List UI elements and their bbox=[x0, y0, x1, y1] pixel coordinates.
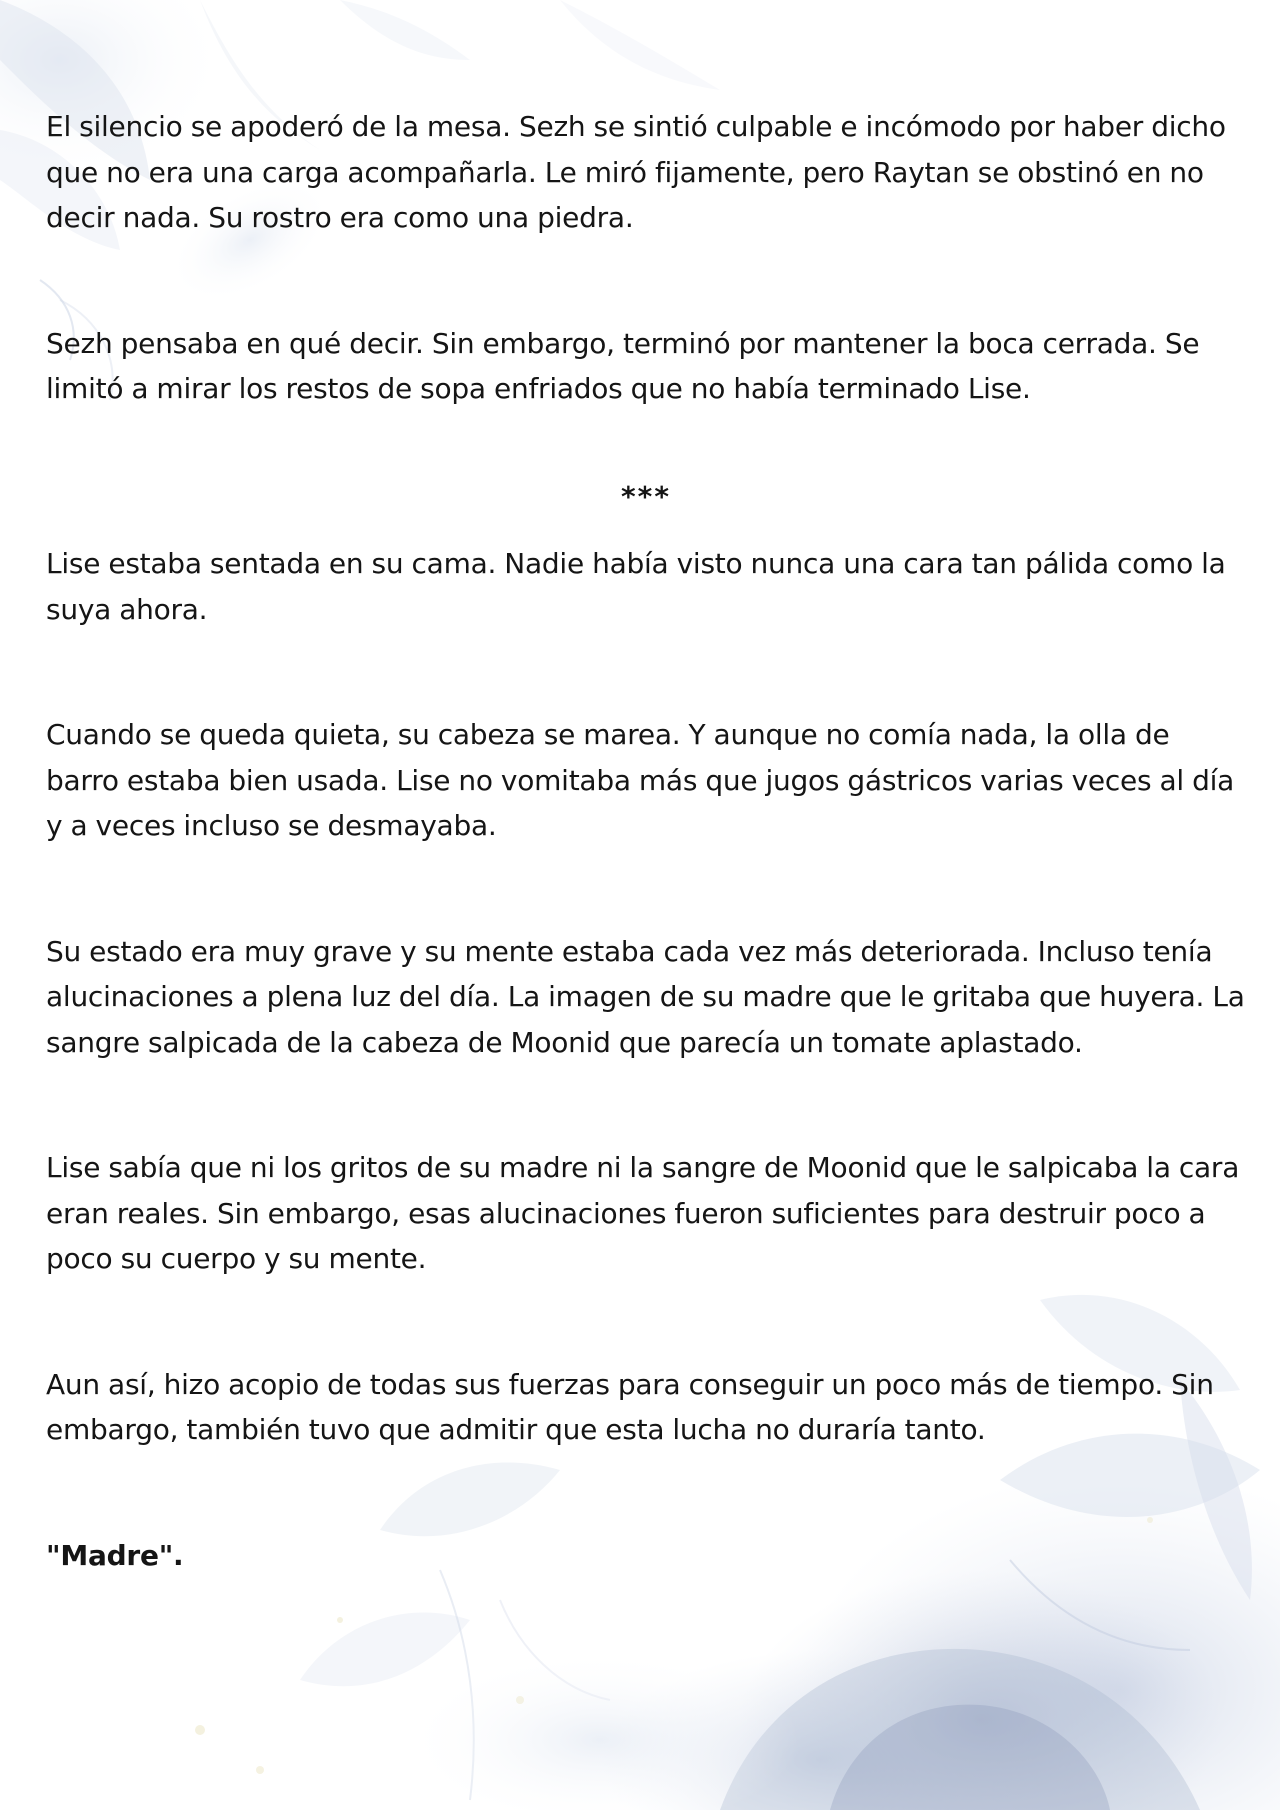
paragraph-madre: "Madre". bbox=[46, 1538, 184, 1572]
scene-break: *** bbox=[621, 479, 671, 513]
paragraph-lise-in-bed: Lise estaba sentada en su cama. Nadie había visto nunca una cara tan pálida como la suya ahora. bbox=[46, 547, 1226, 626]
paragraph-hallucinations: Su estado era muy grave y su mente estaba cada vez más deteriorada. Incluso tenía alucinaciones a plena luz del día. La imagen de su madre que le gritaba que huyera. La sangre salpicada de la cabeza de Moonid que parecía un tomate aplastado. bbox=[46, 934, 1245, 1059]
paragraph-not-real: Lise sabía que ni los gritos de su madre ni la sangre de Moonid que le salpicaba la cara eran reales. Sin embargo, esas alucinaciones fueron suficientes para destruir poco a poco su cuerpo y su mente. bbox=[46, 1151, 1240, 1275]
paragraph-dizziness: Cuando se queda quieta, su cabeza se marea. Y aunque no comía nada, la olla de barro estaba bien usada. Lise no vomitaba más que jugos gástricos varias veces al día y a veces incluso se desmayaba. bbox=[46, 718, 1235, 842]
paragraph-strength: Aun así, hizo acopio de todas sus fuerzas para conseguir un poco más de tiempo. Sin embargo, también tuvo que admitir que esta lucha no duraría tanto. bbox=[46, 1367, 1214, 1446]
paragraph-sezh-thinking: Sezh pensaba en qué decir. Sin embargo, terminó por mantener la boca cerrada. Se limitó a mirar los restos de sopa enfriados que no había terminado Lise. bbox=[46, 326, 1200, 405]
document-body bbox=[46, 104, 1246, 1578]
paragraph-silence: El silencio se apoderó de la mesa. Sezh se sintió culpable e incómodo por haber dicho que no era una carga acompañarla. Le miró fijamente, pero Raytan se obstinó en no decir nada. Su rostro era como una piedra. bbox=[46, 110, 1226, 234]
